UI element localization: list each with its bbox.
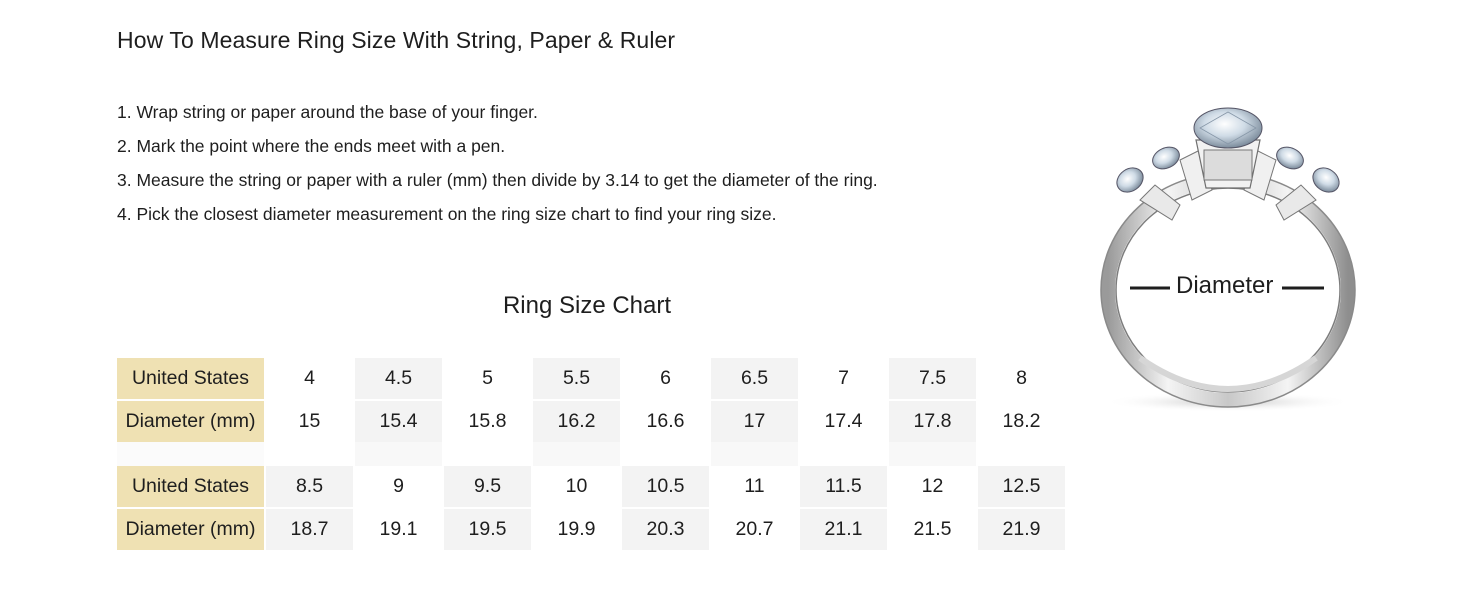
spacer-cell (532, 442, 621, 466)
diameter-cell: 18.2 (977, 400, 1066, 442)
spacer-cell (117, 442, 265, 466)
instruction-list (117, 95, 878, 231)
us-size-cell: 8 (977, 358, 1066, 400)
diameter-cell: 17 (710, 400, 799, 442)
spacer-cell (888, 442, 977, 466)
diameter-cell: 15.8 (443, 400, 532, 442)
diameter-cell: 17.4 (799, 400, 888, 442)
spacer-cell (354, 442, 443, 466)
row-header-diameter: Diameter (mm) (117, 508, 265, 550)
spacer-cell (710, 442, 799, 466)
diameter-label: Diameter (1176, 272, 1274, 299)
us-size-cell: 7 (799, 358, 888, 400)
diameter-cell: 15.4 (354, 400, 443, 442)
us-size-cell: 6 (621, 358, 710, 400)
spacer-cell (799, 442, 888, 466)
us-size-cell: 4 (265, 358, 354, 400)
table-row-us-2 (117, 466, 1066, 508)
diameter-cell: 16.2 (532, 400, 621, 442)
table-row-diameter-1 (117, 400, 1066, 442)
page-title: How To Measure Ring Size With String, Paper & Ruler (117, 27, 676, 53)
us-size-cell: 10 (532, 466, 621, 508)
us-size-cell: 5 (443, 358, 532, 400)
diameter-cell: 19.5 (443, 508, 532, 550)
us-size-cell: 4.5 (354, 358, 443, 400)
diameter-cell: 19.1 (354, 508, 443, 550)
ring-illustration (1100, 100, 1370, 420)
instruction-step: 4. Pick the closest diameter measurement on the ring size chart to find your ring size. (117, 204, 777, 224)
us-size-cell: 7.5 (888, 358, 977, 400)
diameter-cell: 17.8 (888, 400, 977, 442)
diameter-cell: 19.9 (532, 508, 621, 550)
us-size-cell: 9.5 (443, 466, 532, 508)
table-row-diameter-2 (117, 508, 1066, 550)
spacer-cell (977, 442, 1066, 466)
us-size-cell: 11.5 (799, 466, 888, 508)
diameter-cell: 20.7 (710, 508, 799, 550)
spacer-cell (621, 442, 710, 466)
us-size-cell: 6.5 (710, 358, 799, 400)
us-size-cell: 10.5 (621, 466, 710, 508)
us-size-cell: 5.5 (532, 358, 621, 400)
row-header-us: United States (117, 466, 265, 508)
spacer-cell (443, 442, 532, 466)
us-size-cell: 12.5 (977, 466, 1066, 508)
us-size-cell: 9 (354, 466, 443, 508)
us-size-cell: 12 (888, 466, 977, 508)
spacer-cell (265, 442, 354, 466)
diameter-cell: 16.6 (621, 400, 710, 442)
instruction-step: 3. Measure the string or paper with a ruler (mm) then divide by 3.14 to get the diameter of the ring. (117, 170, 878, 190)
diameter-cell: 20.3 (621, 508, 710, 550)
ring-size-table (117, 358, 1067, 550)
table-row-us-1 (117, 358, 1066, 400)
diameter-cell: 18.7 (265, 508, 354, 550)
row-header-diameter: Diameter (mm) (117, 400, 265, 442)
instruction-step: 1. Wrap string or paper around the base of your finger. (117, 102, 538, 122)
diameter-cell: 21.9 (977, 508, 1066, 550)
chart-title: Ring Size Chart (502, 292, 672, 319)
diameter-cell: 21.5 (888, 508, 977, 550)
diameter-cell: 15 (265, 400, 354, 442)
us-size-cell: 8.5 (265, 466, 354, 508)
instruction-step: 2. Mark the point where the ends meet with a pen. (117, 136, 506, 156)
ring-icon (1100, 100, 1370, 420)
row-header-us: United States (117, 358, 265, 400)
table-spacer-row (117, 442, 1066, 466)
us-size-cell: 11 (710, 466, 799, 508)
diameter-cell: 21.1 (799, 508, 888, 550)
